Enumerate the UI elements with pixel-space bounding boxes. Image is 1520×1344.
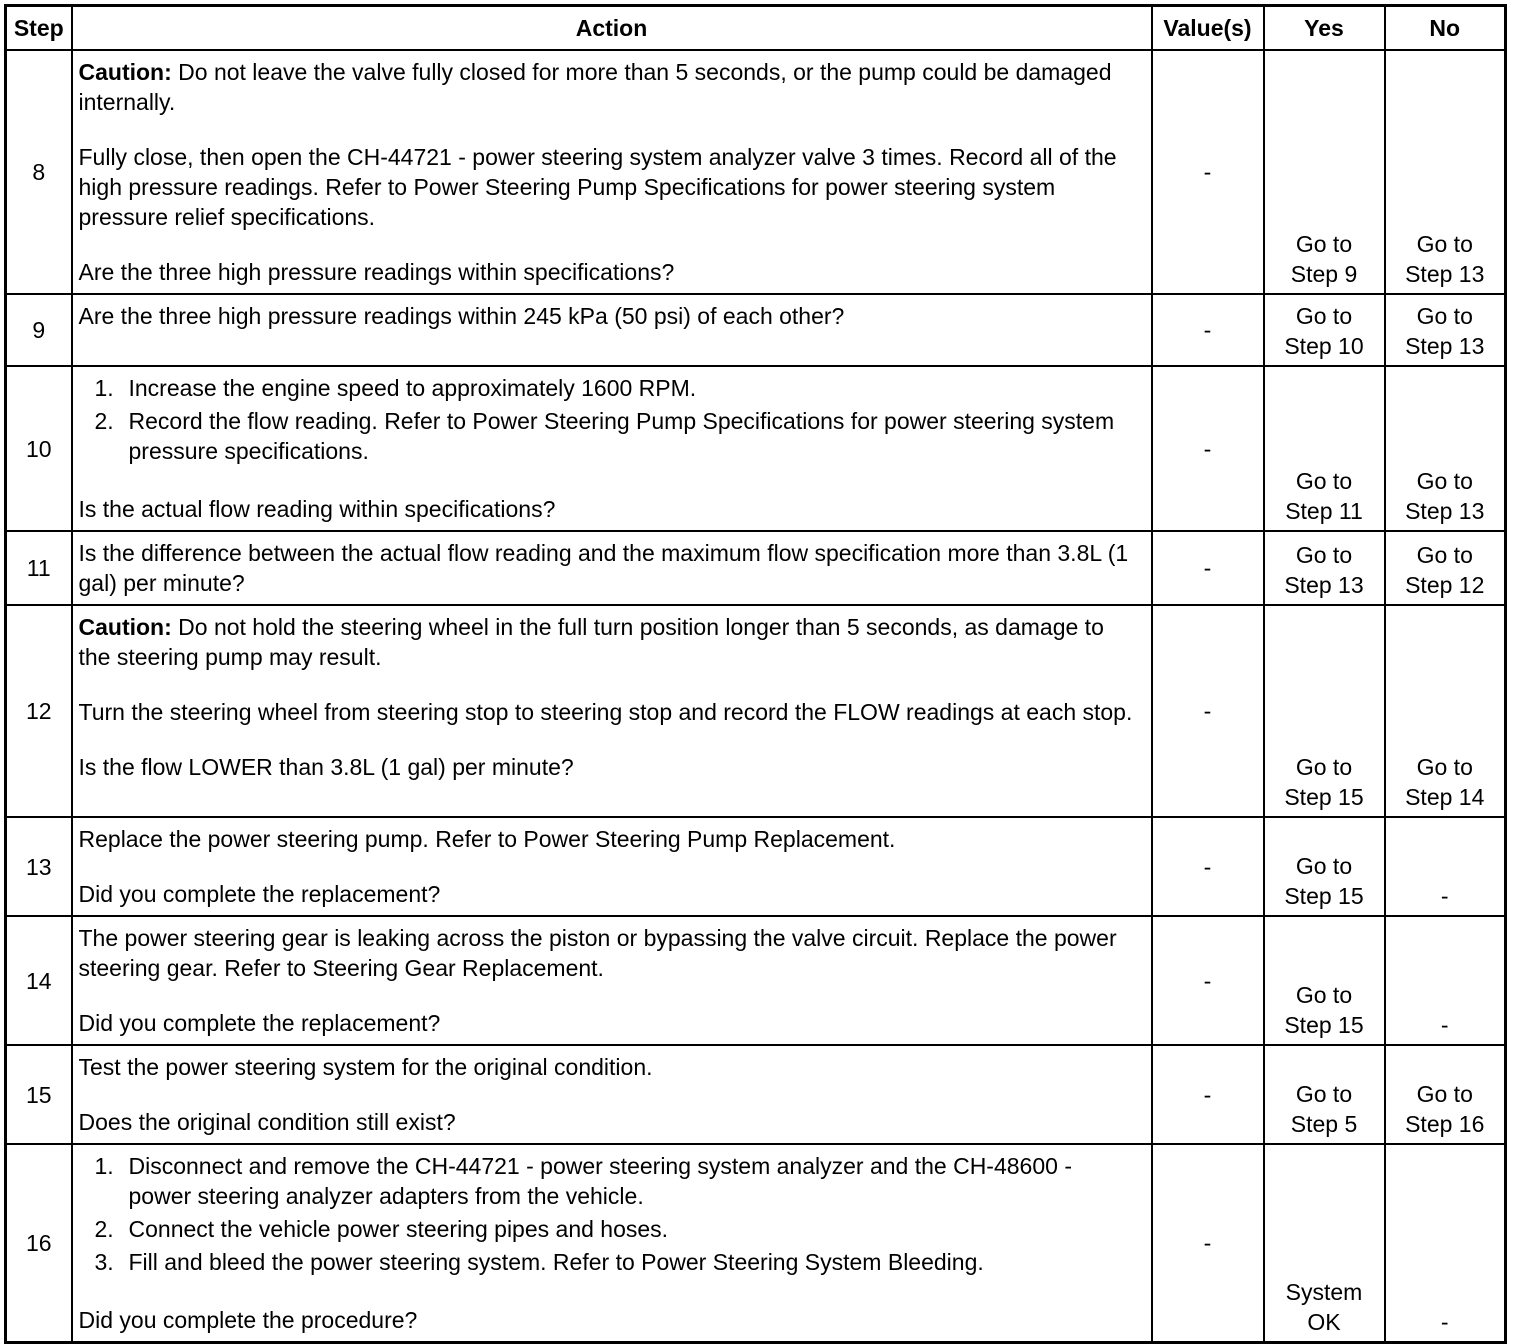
table-row-step-11 xyxy=(6,531,1506,605)
no-line-2: Step 12 xyxy=(1405,572,1485,598)
action-cell xyxy=(72,916,1152,1045)
yes-line-2: Step 13 xyxy=(1284,572,1364,598)
list-item-number: 2. xyxy=(94,1216,114,1242)
yes-line-1: Go to xyxy=(1295,1081,1353,1107)
step-number: 16 xyxy=(6,1144,72,1343)
yes-line-1: Go to xyxy=(1295,468,1353,494)
no-line-1: Go to xyxy=(1416,231,1473,257)
header-row xyxy=(6,6,1506,51)
table-row-step-10 xyxy=(6,366,1506,531)
action-list xyxy=(79,373,1139,466)
action-question: Are the three high pressure readings within specifications? xyxy=(78,259,675,285)
action-cell xyxy=(72,1144,1152,1343)
step-number: 13 xyxy=(6,817,72,916)
diagnostic-table xyxy=(4,4,1507,1344)
action-text: Turn the steering wheel from steering stop to steering stop and record the FLOW readings at each stop. xyxy=(78,699,1133,725)
list-item-text: Record the flow reading. Refer to Power Steering Pump Specifications for power steering system pressure specifications. xyxy=(128,408,1115,464)
list-item-number: 1. xyxy=(94,375,114,401)
step-number: 12 xyxy=(6,605,72,817)
caution-label: Caution: xyxy=(78,614,172,640)
yes-line-2: Step 10 xyxy=(1284,333,1364,359)
no-line-1: Go to xyxy=(1416,754,1473,780)
no-cell xyxy=(1385,1045,1506,1144)
no-cell: - xyxy=(1385,916,1506,1045)
value-cell: - xyxy=(1152,366,1264,531)
table-row-step-13 xyxy=(6,817,1506,916)
action-text: Test the power steering system for the original condition. xyxy=(78,1054,653,1080)
action-cell xyxy=(72,817,1152,916)
value-cell: - xyxy=(1152,817,1264,916)
caution-text: Do not hold the steering wheel in the full turn position longer than 5 seconds, as damage to the steering pump may result. xyxy=(78,614,1104,670)
value-cell: - xyxy=(1152,50,1264,294)
yes-line-1: Go to xyxy=(1295,982,1353,1008)
step-number: 15 xyxy=(6,1045,72,1144)
no-line-1: Go to xyxy=(1416,1081,1473,1107)
action-cell xyxy=(72,294,1152,366)
action-question: Did you complete the replacement? xyxy=(78,881,441,907)
no-line-2: Step 16 xyxy=(1405,1111,1485,1137)
no-line-2: Step 13 xyxy=(1405,498,1485,524)
no-cell xyxy=(1385,366,1506,531)
table-row-step-15 xyxy=(6,1045,1506,1144)
caution-note xyxy=(79,612,1139,672)
no-cell xyxy=(1385,531,1506,605)
action-cell xyxy=(72,50,1152,294)
table-row-step-8 xyxy=(6,50,1506,294)
table-row-step-12 xyxy=(6,605,1506,817)
action-cell xyxy=(72,605,1152,817)
caution-note xyxy=(79,57,1139,117)
yes-cell xyxy=(1264,605,1385,817)
list-item xyxy=(79,1247,1139,1277)
list-item xyxy=(79,373,1139,403)
action-question: Did you complete the procedure? xyxy=(78,1307,418,1333)
list-item-number: 1. xyxy=(94,1153,114,1179)
action-question: Is the flow LOWER than 3.8L (1 gal) per minute? xyxy=(78,754,574,780)
no-line-1: Go to xyxy=(1416,303,1473,329)
action-question: Is the difference between the actual flow reading and the maximum flow specification more than 3.8L (1 gal) per minute? xyxy=(78,540,1129,596)
yes-line-2: Step 15 xyxy=(1284,784,1364,810)
list-item-text: Disconnect and remove the CH-44721 - power steering system analyzer and the CH-48600 - power steering analyzer adapters from the vehicle. xyxy=(128,1153,1072,1209)
yes-line-2: Step 5 xyxy=(1290,1111,1358,1137)
no-line-2: Step 13 xyxy=(1405,333,1485,359)
yes-line-1: Go to xyxy=(1295,754,1353,780)
yes-line-1: Go to xyxy=(1295,303,1353,329)
no-line-2: Step 13 xyxy=(1405,261,1485,287)
no-cell: - xyxy=(1385,817,1506,916)
step-number: 14 xyxy=(6,916,72,1045)
action-question: Does the original condition still exist? xyxy=(78,1109,456,1135)
yes-cell xyxy=(1264,294,1385,366)
list-item-number: 3. xyxy=(94,1249,114,1275)
list-item-number: 2. xyxy=(94,408,114,434)
header-values: Value(s) xyxy=(1152,6,1264,51)
header-yes: Yes xyxy=(1264,6,1385,51)
yes-line-2: Step 15 xyxy=(1284,1012,1364,1038)
yes-line-1: System xyxy=(1285,1279,1363,1305)
step-number: 11 xyxy=(6,531,72,605)
yes-line-1: Go to xyxy=(1295,542,1353,568)
caution-label: Caution: xyxy=(78,59,172,85)
action-question: Is the actual flow reading within specifications? xyxy=(78,496,556,522)
value-cell: - xyxy=(1152,531,1264,605)
table-row-step-14 xyxy=(6,916,1506,1045)
action-question: Are the three high pressure readings within 245 kPa (50 psi) of each other? xyxy=(78,303,845,329)
value-cell: - xyxy=(1152,294,1264,366)
list-item-text: Connect the vehicle power steering pipes and hoses. xyxy=(128,1216,669,1242)
yes-cell xyxy=(1264,1144,1385,1343)
action-text: Fully close, then open the CH-44721 - power steering system analyzer valve 3 times. Record all of the high pressure readings. Refer to Power Steering Pump Specifications for power steering system pressure relief specifications. xyxy=(78,144,1117,230)
header-no: No xyxy=(1385,6,1506,51)
table-row-step-16 xyxy=(6,1144,1506,1343)
yes-line-2: Step 9 xyxy=(1290,261,1358,287)
value-cell: - xyxy=(1152,1045,1264,1144)
no-cell: - xyxy=(1385,1144,1506,1343)
no-line-1: Go to xyxy=(1416,468,1473,494)
step-number: 10 xyxy=(6,366,72,531)
caution-text: Do not leave the valve fully closed for more than 5 seconds, or the pump could be damaged internally. xyxy=(78,59,1112,115)
header-step: Step xyxy=(6,6,72,51)
action-question: Did you complete the replacement? xyxy=(78,1010,441,1036)
no-cell xyxy=(1385,294,1506,366)
list-item-text: Fill and bleed the power steering system. Refer to Power Steering System Bleeding. xyxy=(128,1249,984,1275)
step-number: 9 xyxy=(6,294,72,366)
value-cell: - xyxy=(1152,916,1264,1045)
yes-line-1: Go to xyxy=(1295,231,1353,257)
no-cell xyxy=(1385,605,1506,817)
yes-line-2: Step 11 xyxy=(1285,498,1363,524)
yes-cell xyxy=(1264,916,1385,1045)
list-item-text: Increase the engine speed to approximately 1600 RPM. xyxy=(128,375,697,401)
table-row-step-9 xyxy=(6,294,1506,366)
step-number: 8 xyxy=(6,50,72,294)
yes-cell xyxy=(1264,1045,1385,1144)
value-cell: - xyxy=(1152,605,1264,817)
yes-cell xyxy=(1264,531,1385,605)
list-item xyxy=(79,406,1139,466)
yes-cell xyxy=(1264,50,1385,294)
list-item xyxy=(79,1214,1139,1244)
no-cell xyxy=(1385,50,1506,294)
list-item xyxy=(79,1151,1139,1211)
yes-line-1: Go to xyxy=(1295,853,1353,879)
no-line-1: Go to xyxy=(1416,542,1473,568)
action-text: The power steering gear is leaking across the piston or bypassing the valve circuit. Replace the power steering gear. Refer to Steering Gear Replacement. xyxy=(78,925,1117,981)
yes-line-2: OK xyxy=(1307,1309,1341,1335)
no-line-2: Step 14 xyxy=(1405,784,1485,810)
header-action: Action xyxy=(72,6,1152,51)
action-cell xyxy=(72,531,1152,605)
action-text: Replace the power steering pump. Refer to Power Steering Pump Replacement. xyxy=(78,826,896,852)
action-list xyxy=(79,1151,1139,1277)
action-cell xyxy=(72,1045,1152,1144)
yes-cell xyxy=(1264,366,1385,531)
action-cell xyxy=(72,366,1152,531)
yes-line-2: Step 15 xyxy=(1284,883,1364,909)
value-cell: - xyxy=(1152,1144,1264,1343)
yes-cell xyxy=(1264,817,1385,916)
